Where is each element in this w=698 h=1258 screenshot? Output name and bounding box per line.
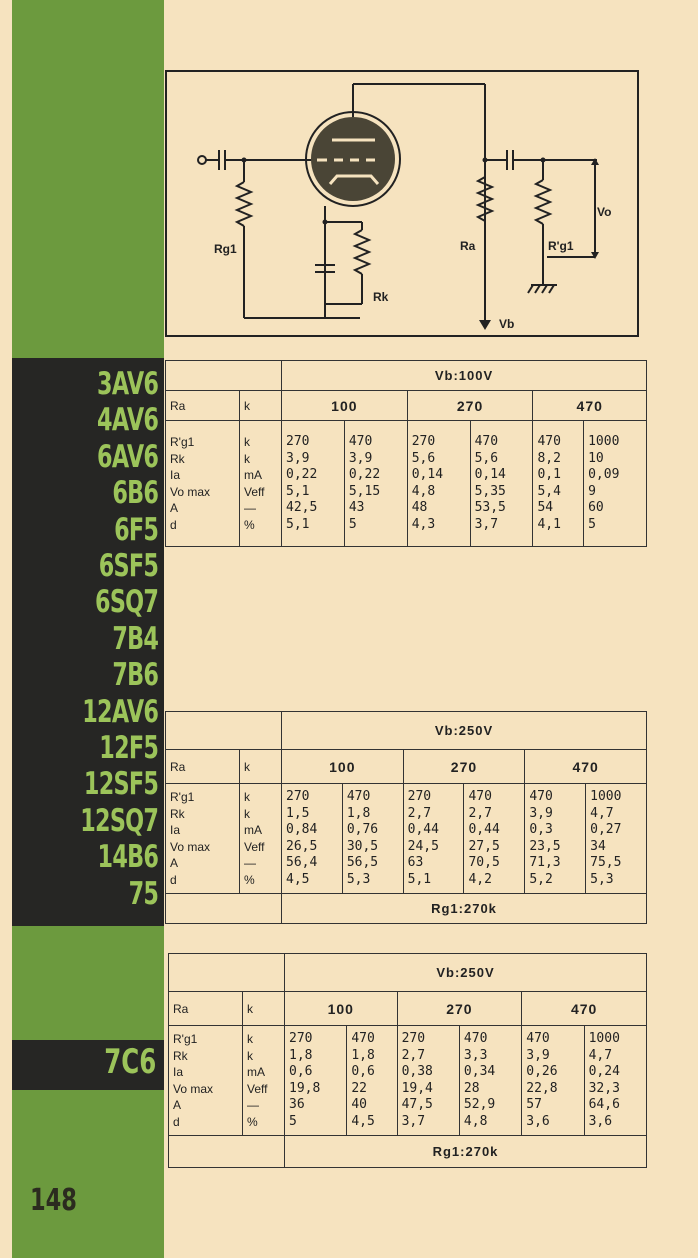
data-column: 270 5,6 0,14 4,8 48 4,3 — [407, 421, 470, 547]
data-column: 270 1,5 0,84 26,5 56,4 4,5 — [282, 784, 343, 894]
param-units: k k mA Veff — % — [240, 784, 282, 894]
tube-type-7c6: 7C6 — [103, 1042, 156, 1082]
tube-type: 4AV6 — [97, 402, 159, 439]
data-column: 470 3,9 0,26 22,8 57 3,6 — [522, 1026, 584, 1136]
ra-unit: k — [240, 391, 282, 421]
ra-value: 100 — [282, 391, 408, 421]
tube-type: 6B6 — [112, 475, 159, 512]
supply-voltage: Vb:250V — [282, 712, 647, 750]
data-column: 470 3,9 0,3 23,5 71,3 5,2 — [525, 784, 586, 894]
param-units: k k mA Veff — % — [243, 1026, 285, 1136]
data-column: 470 3,9 0,22 5,15 43 5 — [344, 421, 407, 547]
param-names: R'g1 Rk Ia Vo max A d — [169, 1026, 243, 1136]
ra-value: 100 — [285, 992, 398, 1026]
table-corner — [169, 1136, 285, 1168]
tube-list-band — [12, 358, 164, 926]
ra-unit: k — [240, 750, 282, 784]
supply-voltage: Vb:100V — [282, 361, 647, 391]
tube-type-list — [14, 366, 164, 912]
ra-value: 270 — [403, 750, 525, 784]
data-column: 470 2,7 0,44 27,5 70,5 4,2 — [464, 784, 525, 894]
label-rg1-prime: R'g1 — [548, 239, 574, 253]
data-column: 470 5,6 0,14 5,35 53,5 3,7 — [470, 421, 533, 547]
table-corner — [166, 894, 282, 924]
ra-label: Ra — [166, 391, 240, 421]
param-names: R'g1 Rk Ia Vo max A d — [166, 784, 240, 894]
data-column: 470 8,2 0,1 5,4 54 4,1 — [533, 421, 584, 547]
tube-single-band — [12, 1040, 164, 1090]
data-column: 470 3,3 0,34 28 52,9 4,8 — [459, 1026, 521, 1136]
param-names: R'g1 Rk Ia Vo max A d — [166, 421, 240, 547]
ra-value: 270 — [407, 391, 533, 421]
label-rg1: Rg1 — [214, 242, 237, 256]
data-table-vb100 — [165, 360, 647, 547]
table-corner — [166, 712, 282, 750]
data-column: 270 2,7 0,38 19,4 47,5 3,7 — [397, 1026, 459, 1136]
data-column: 1000 10 0,09 9 60 5 — [584, 421, 647, 547]
tube-type: 6SF5 — [98, 548, 159, 585]
tube-type: 7B4 — [112, 620, 159, 657]
ra-value: 470 — [533, 391, 647, 421]
data-column: 270 2,7 0,44 24,5 63 5,1 — [403, 784, 464, 894]
tube-type: 6F5 — [114, 511, 159, 548]
schematic-drawing — [167, 72, 641, 339]
tube-type: 6SQ7 — [95, 584, 159, 621]
data-column: 270 1,8 0,6 19,8 36 5 — [285, 1026, 347, 1136]
circuit-schematic — [165, 70, 639, 337]
page-number: 148 — [30, 1183, 77, 1218]
table-corner — [169, 954, 285, 992]
tube-type: 12F5 — [99, 730, 159, 767]
data-table-vb250-7c6 — [168, 953, 647, 1168]
label-ra: Ra — [460, 239, 476, 253]
ra-value: 470 — [525, 750, 647, 784]
data-column: 470 1,8 0,6 22 40 4,5 — [347, 1026, 397, 1136]
ra-label: Ra — [169, 992, 243, 1026]
tube-type: 6AV6 — [97, 438, 159, 475]
supply-voltage: Vb:250V — [285, 954, 647, 992]
ra-label: Ra — [166, 750, 240, 784]
tube-type: 12AV6 — [82, 693, 159, 730]
grid-resistor-note: Rg1:270k — [285, 1136, 647, 1168]
label-rk: Rk — [373, 290, 389, 304]
tube-type: 12SQ7 — [80, 802, 159, 839]
data-table-vb250-a — [165, 711, 647, 924]
data-column: 1000 4,7 0,24 32,3 64,6 3,6 — [584, 1026, 646, 1136]
label-vb: Vb — [499, 317, 515, 331]
tube-type: 7B6 — [112, 657, 159, 694]
tube-type: 75 — [128, 875, 159, 912]
label-vo: Vo — [597, 205, 612, 219]
data-column: 270 3,9 0,22 5,1 42,5 5,1 — [282, 421, 345, 547]
tube-type: 14B6 — [97, 839, 159, 876]
grid-resistor-note: Rg1:270k — [282, 894, 647, 924]
param-units: k k mA Veff — % — [240, 421, 282, 547]
ra-value: 270 — [397, 992, 522, 1026]
tube-type: 12SF5 — [83, 766, 159, 803]
ra-value: 100 — [282, 750, 404, 784]
tube-type: 3AV6 — [97, 366, 159, 402]
table-corner — [166, 361, 282, 391]
data-column: 470 1,8 0,76 30,5 56,5 5,3 — [342, 784, 403, 894]
data-column: 1000 4,7 0,27 34 75,5 5,3 — [586, 784, 647, 894]
ra-unit: k — [243, 992, 285, 1026]
ra-value: 470 — [522, 992, 647, 1026]
